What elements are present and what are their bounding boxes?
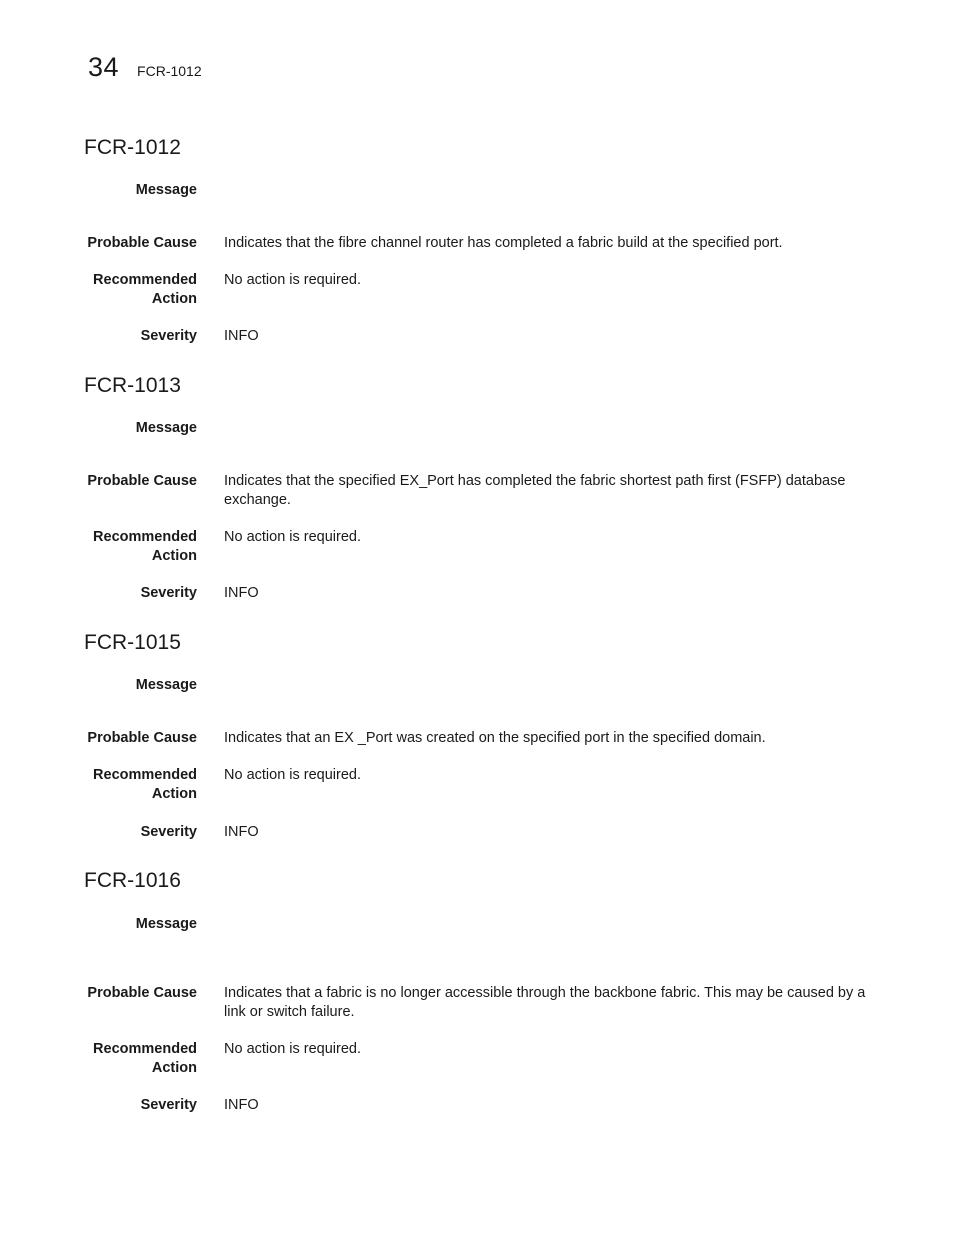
probable-cause-label: Probable Cause bbox=[87, 235, 197, 251]
severity-label: Severity bbox=[140, 824, 197, 840]
recommended-action-label: Recommended Action bbox=[93, 272, 197, 307]
probable-cause-value: Indicates that the specified EX_Port has completed the fabric shortest path first (FSFP) database exchange. bbox=[224, 473, 846, 508]
section-title: FCR-1015 bbox=[84, 631, 181, 654]
recommended-action-value: No action is required. bbox=[224, 767, 362, 783]
section-title: FCR-1016 bbox=[84, 869, 181, 892]
message-label: Message bbox=[135, 677, 197, 693]
severity-value: INFO bbox=[224, 1097, 259, 1113]
recommended-action-value: No action is required. bbox=[224, 1041, 362, 1057]
severity-label: Severity bbox=[140, 1097, 197, 1113]
message-label: Message bbox=[135, 420, 197, 436]
section-title: FCR-1013 bbox=[84, 374, 181, 397]
severity-value: INFO bbox=[224, 585, 259, 601]
severity-label: Severity bbox=[140, 585, 197, 601]
recommended-action-label: Recommended Action bbox=[93, 529, 197, 564]
recommended-action-value: No action is required. bbox=[224, 529, 362, 545]
message-label: Message bbox=[135, 182, 197, 198]
chapter-number: 34 bbox=[88, 52, 120, 82]
recommended-action-value: No action is required. bbox=[224, 272, 362, 288]
section-title: FCR-1012 bbox=[84, 136, 181, 159]
probable-cause-value: Indicates that an EX _Port was created on the specified port in the specified domain. bbox=[224, 730, 766, 746]
severity-label: Severity bbox=[140, 328, 197, 344]
severity-value: INFO bbox=[224, 824, 259, 840]
running-title: FCR-1012 bbox=[137, 63, 202, 79]
recommended-action-label: Recommended Action bbox=[93, 767, 197, 802]
probable-cause-value: Indicates that the fibre channel router has completed a fabric build at the specified port. bbox=[224, 235, 783, 251]
probable-cause-label: Probable Cause bbox=[87, 473, 197, 489]
severity-value: INFO bbox=[224, 328, 259, 344]
recommended-action-label: Recommended Action bbox=[93, 1041, 197, 1076]
probable-cause-label: Probable Cause bbox=[87, 985, 197, 1001]
page-header bbox=[88, 54, 202, 81]
message-label: Message bbox=[135, 916, 197, 932]
probable-cause-value: Indicates that a fabric is no longer accessible through the backbone fabric. This may be caused by a link or switch failure. bbox=[224, 985, 866, 1020]
probable-cause-label: Probable Cause bbox=[87, 730, 197, 746]
